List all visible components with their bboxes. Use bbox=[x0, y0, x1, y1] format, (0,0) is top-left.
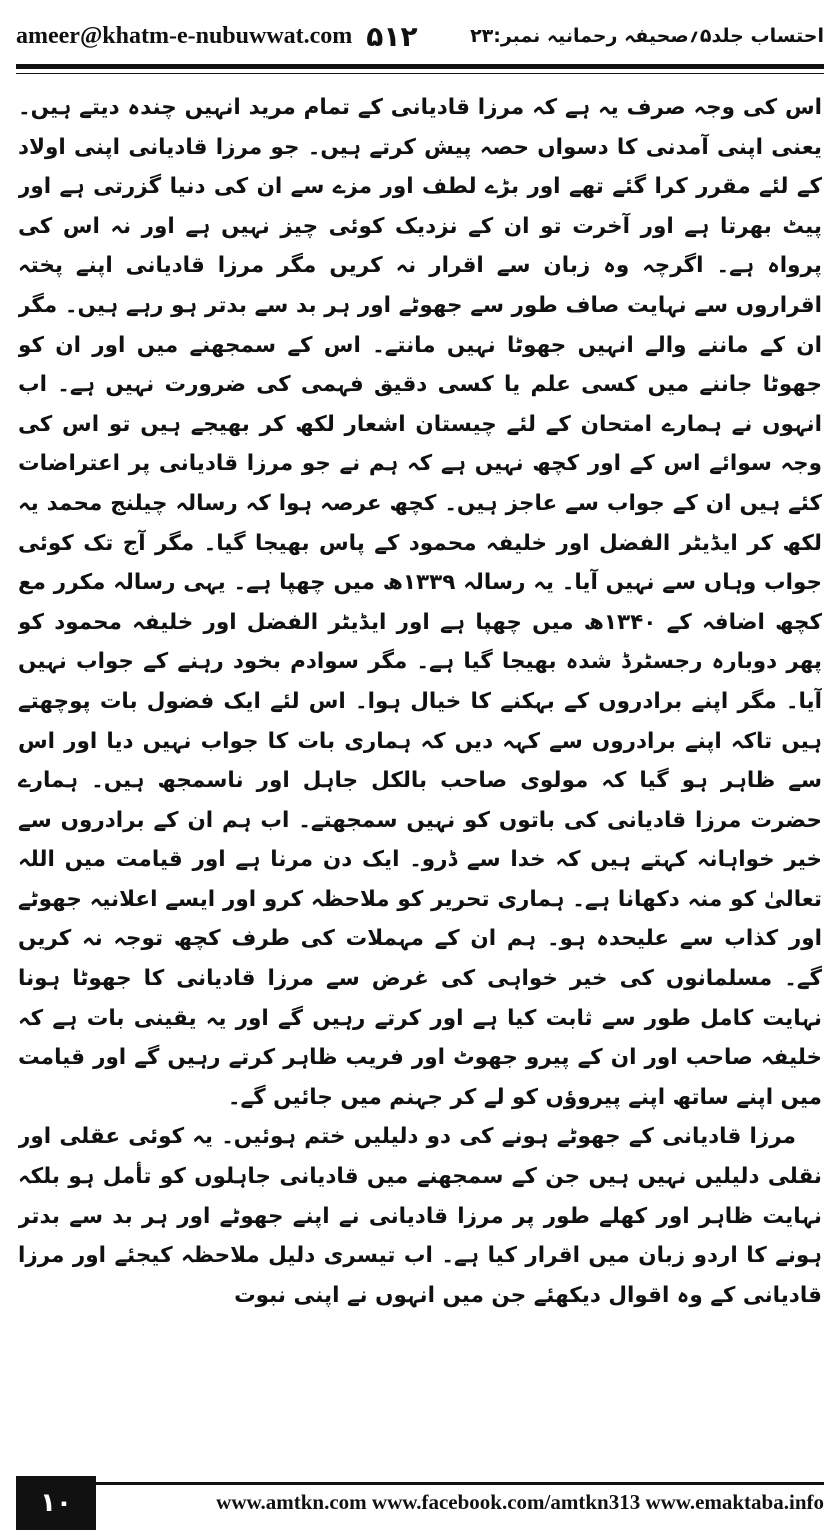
header-email[interactable]: ameer@khatm-e-nubuwwat.com bbox=[16, 22, 353, 49]
header-page-number: ۵۱۲ bbox=[366, 19, 418, 53]
footer-urls[interactable]: www.amtkn.com www.facebook.com/amtkn313 www.emaktaba.info bbox=[216, 1490, 824, 1514]
page-footer bbox=[16, 1476, 824, 1530]
header-running-title: احتساب جلد۵؍صحیفہ رحمانیہ نمبر:۲۳ bbox=[470, 25, 824, 47]
paragraph-2: مرزا قادیانی کے جھوٹے ہونے کی دو دلیلیں ختم ہوئیں۔ یہ کوئی عقلی اور نقلی دلیلیں نہیں ہیں جن کے سمجھنے میں قادیانی جاہلوں کو تأمل ہو بلکہ نہایت ظاہر اور کھلے طور پر مرزا قادیانی نے اپنے جھوٹے اور ہر بد سے بدتر ہونے کا اردو زبان میں اقرار کیا ہے۔ اب تیسری دلیل ملاحظہ کیجئے اور مرزا قادیانی کے وہ اقوال دیکھئے جن میں انہوں نے اپنی نبوت bbox=[18, 1124, 822, 1308]
header-left bbox=[16, 20, 418, 53]
paragraph-1: اس کی وجہ صرف یہ ہے کہ مرزا قادیانی کے تمام مرید انہیں چندہ دیتے ہیں۔یعنی اپنی آمدنی کا دسواں حصہ پیش کرتے ہیں۔ جو مرزا قادیانی اپنی اولاد کے لئے مقرر کرا گئے تھے اور بڑے لطف اور مزے سے ان کی دنیا گزرتی ہے اور پیٹ بھرتا ہے اور آخرت تو ان کے نزدیک کوئی چیز نہیں ہے اور نہ اس کی پرواہ ہے۔ اگرچہ وہ زبان سے اقرار نہ کریں مگر مرزا قادیانی اپنے پختہ اقراروں سے نہایت صاف طور سے جھوٹے اور ہر بد سے بدتر ہو رہے ہیں۔ مگر ان کے ماننے والے انہیں جھوٹا نہیں مانتے۔ اس کے سمجھنے میں اور ان کو جھوٹا جاننے میں کسی علم یا کسی دقیق فہمی کی ضرورت نہیں ہے۔ اب انہوں نے ہمارے امتحان کے لئے چیستان اشعار لکھ کر بھیجے ہیں تو اس کی وجہ سوائے اس کے اور کچھ نہیں ہے کہ ہم نے جو مرزا قادیانی پر اعتراضات کئے ہیں ان کے جواب سے عاجز ہیں۔ کچھ عرصہ ہوا کہ رسالہ چیلنج محمد یہ لکھ کر ایڈیٹر الفضل اور خلیفہ محمود کے پاس بھیجا گیا۔ مگر آج تک کوئی جواب وہاں سے نہیں آیا۔ یہ رسالہ ۱۳۳۹ھ میں چھپا ہے۔ یہی رسالہ مکرر مع کچھ اضافہ کے ۱۳۴۰ھ میں چھپا ہے اور ایڈیٹر الفضل اور خلیفہ محمود کو پھر دوبارہ رجسٹرڈ شدہ بھیجا گیا ہے۔ مگر سوادم بخود رہنے کے جواب نہیں آیا۔ مگر اپنے برادروں کے بہکنے کا خیال ہوا۔ اس لئے ایک فضول بات پوچھتے ہیں تاکہ اپنے برادروں سے کہہ دیں کہ ہماری بات کا جواب نہیں دیا اور اس سے ظاہر ہو گیا کہ مولوی صاحب بالکل جاہل اور ناسمجھ ہیں۔ ہمارے حضرت مرزا قادیانی کی باتوں کو نہیں سمجھتے۔ اب ہم ان کے برادروں سے خیر خواہانہ کہتے ہیں کہ خدا سے ڈرو۔ ایک دن مرنا ہے اور قیامت میں اللہ تعالیٰ کو منہ دکھانا ہے۔ ہماری تحریر کو ملاحظہ کرو اور ایسے اعلانیہ جھوٹے اور کذاب سے علیحدہ ہو۔ ہم ان کے مہملات کی طرف کچھ توجہ نہ کریں گے۔ مسلمانوں کی خیر خواہی کی غرض سے مرزا قادیانی کا جھوٹا ہونا نہایت کامل طور سے ثابت کیا ہے اور کرتے رہیں گے اور یہ یقینی بات ہے کہ خلیفہ صاحب اور ان کے پیرو جھوٹ اور فریب ظاہر کرتے رہیں گے اور قیامت میں اپنے ساتھ اپنے پیروؤں کو لے کر جہنم میں جائیں گے۔ bbox=[18, 95, 822, 1110]
footer-page-number: ۱۰ bbox=[16, 1476, 96, 1530]
header-rule-thin bbox=[16, 73, 824, 74]
footer-rule bbox=[16, 1482, 824, 1485]
body-text bbox=[18, 88, 822, 1468]
header-rule-thick bbox=[16, 64, 824, 69]
page-header bbox=[16, 14, 824, 58]
